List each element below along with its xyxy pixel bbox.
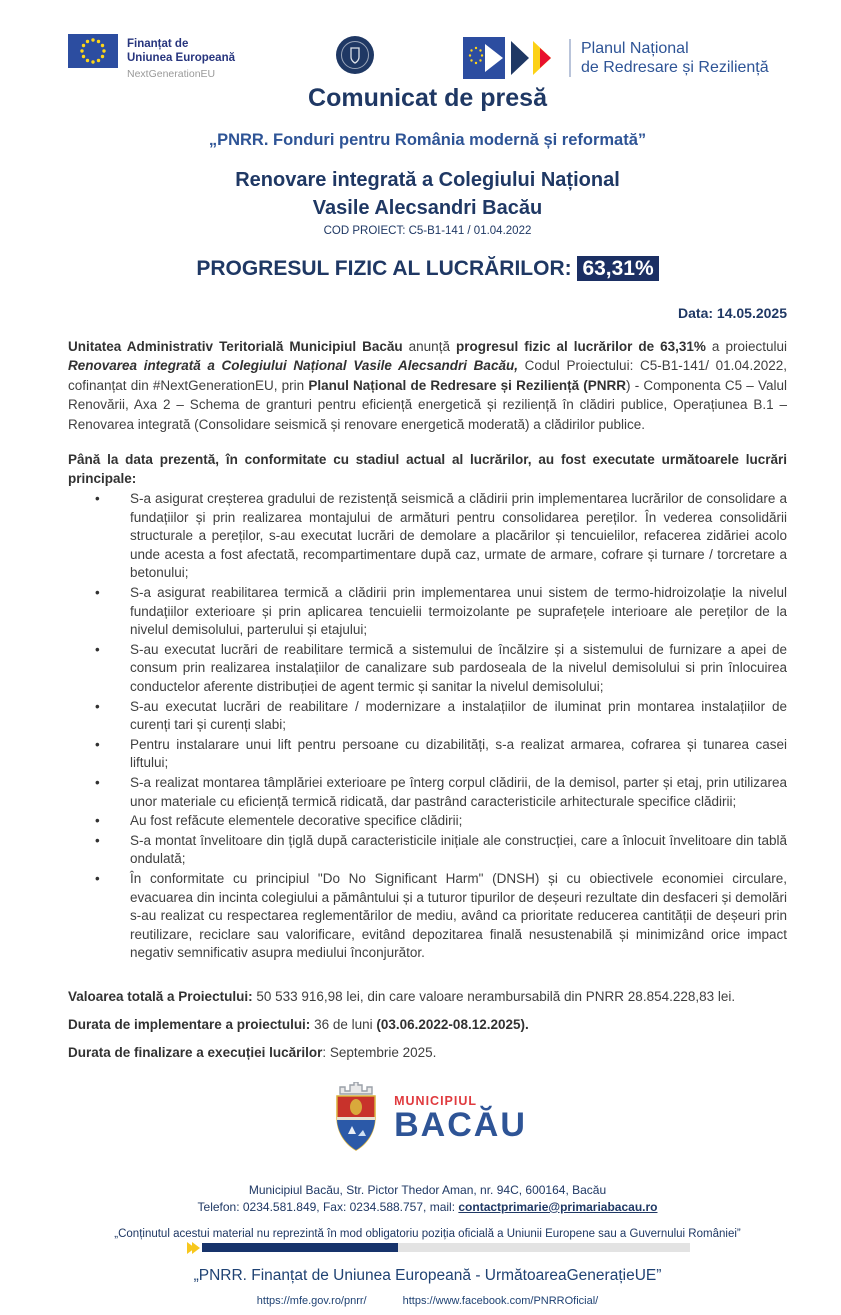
intro-seg-bolditalic: Renovarea integrată a Colegiului Național Vasile Alecsandri Bacău,	[68, 358, 525, 374]
fact-total-value: Valoarea totală a Proiectului: 50 533 916,98 lei, din care valoare nerambursabilă din PNRR 28.854.228,83 lei.	[68, 988, 736, 1004]
double-chevron-icon	[192, 1242, 200, 1254]
romanian-government-seal-icon	[335, 35, 375, 75]
mfe-link[interactable]: https://mfe.gov.ro/pnrr/	[256, 1294, 367, 1307]
contact-email-link[interactable]: contactprimarie@primariabacau.ro	[458, 1199, 658, 1214]
bacau-municipality-logo	[68, 1082, 787, 1154]
project-title-line1: Renovare integrată a Colegiului Național	[235, 169, 620, 191]
works-list	[68, 490, 787, 963]
pnrr-logo-line1: Planul Național	[581, 40, 689, 57]
intro-paragraph: Unitatea Administrativ Teritorială Municipiul Bacău anunță progresul fizic al lucrărilor de 63,31% a proiectului Renovarea integrată a Colegiului Național Vasile Alecsandri Bacău, Codul Proiectului: C5-B1-141/ 01.04.2022, cofinanțat din #NextGenerationEU, prin Planul Național de Redresare și Reziliență (PNRR) - Componenta C5 – Valul Renovării, Axa 2 – Schema de granturi pentru eficiență energetică și reziliență în clădiri publice, Operațiunea B.1 – Renovarea integrată (Consolidare seismică și renovare energetică moderată) a clădirilor publice.	[68, 339, 788, 432]
eu-flag-icon	[68, 34, 118, 68]
header-logos	[68, 34, 787, 82]
eu-logo-line2: Uniunea Europeană	[127, 52, 235, 64]
pnrr-motto: „PNRR. Fonduri pentru România modernă și reformată”	[208, 131, 647, 149]
pnrr-arrows-icon	[463, 34, 563, 82]
fact-duration: Durata de implementare a proiectului: 36 de luni (03.06.2022-08.12.2025).	[68, 1016, 529, 1032]
contact-phone-line: Telefon: 0234.581.849, Fax: 0234.588.757, mail: contactprimarie@primariabacau.ro	[197, 1199, 658, 1214]
list-item: • S-a montat învelitoare din țiglă după caracteristicile inițiale ale construcției, care a înlocuit învelitoare din tablă ondulată;	[68, 832, 787, 869]
city-logo-line2: BACĂU	[394, 1105, 527, 1144]
date-line: Data: 14.05.2025	[678, 305, 787, 321]
pnrr-logo	[463, 34, 769, 82]
bar-track-segment	[398, 1243, 690, 1252]
eu-funding-logo	[68, 34, 235, 81]
progress-value-badge: 63,31%	[577, 256, 658, 281]
list-item: • Au fost refăcute elementele decorative specifice clădirii;	[68, 812, 787, 831]
facebook-link[interactable]: https://www.facebook.com/PNRROficial/	[402, 1294, 599, 1307]
list-item: • Pentru instalarare unui lift pentru persoane cu dizabilități, s-a realizat armarea, cofrarea și tunarea casei liftului;	[68, 736, 787, 773]
disclaimer-text: „Conținutul acestui material nu reprezintă în mod obligatoriu poziția oficială a Uniunii Europene sau a Guvernului României”	[114, 1227, 741, 1240]
intro-seg-bold2: progresul fizic al lucrărilor de 63,31%	[455, 339, 712, 354]
intro-seg-bold1: Unitatea Administrativ Teritorială Municipiul Bacău	[68, 339, 409, 354]
page-title: Comunicat de presă	[308, 84, 547, 112]
bacau-coat-of-arms-icon	[328, 1082, 384, 1154]
footer-links	[68, 1295, 787, 1307]
bar-filled-segment	[202, 1243, 398, 1252]
list-item: • S-a asigurat reabilitarea termică a clădirii prin implementarea unui sistem de termo-hidroizolație la nivelul fundațiilor exterioare și prin aplicarea tencuielii termoizolante pe suprafețele interioare ale pereților de la nivelul demisolului, parterului și etajului;	[68, 584, 787, 640]
works-heading: Până la data prezentă, în conformitate cu stadiul actual al lucrărilor, au fost executate următoarele lucrări principale:	[68, 452, 787, 487]
project-code: COD PROIECT: C5-B1-141 / 01.04.2022	[323, 225, 532, 237]
list-item: • S-au executat lucrări de reabilitare termică a sistemului de încălzire și a sistemului de furnizare a apei de consum prin realizarea instalațiilor de canalizare sub pardoseala de la nivelul demisolului si prin înlocuirea conductelor aferente distribuției de agent termic și sanitar la nivelul demisolului;	[68, 641, 787, 697]
pnrr-footer-quote: „PNRR. Finanțat de Uniunea Europeană - UrmătoareaGenerațieUE”	[193, 1266, 662, 1284]
pnrr-progress-bar	[187, 1243, 692, 1253]
intro-seg-bold3: Planul Național de Redresare și Reziliență (PNRR	[308, 377, 627, 393]
eu-logo-line1: Finanțat de	[127, 38, 189, 50]
project-facts	[68, 987, 787, 1062]
project-title	[68, 166, 787, 222]
pnrr-logo-line2: de Redresare și Reziliență	[581, 59, 769, 76]
list-item: • În conformitate cu principiul "Do No Significant Harm" (DNSH) și cu obiectivele economiei circulare, evacuarea din incinta colegiului a pământului și a tuturor tipurilor de deșeuri rezultate din desfaceri și demolări s-au realizat cu respectarea reglementărilor de mediu, având ca prioritate reducerea cantității de deșeuri prin reutilizare, reciclare sau valorificare, evitând depozitarea finală nesustenabilă și minimizând orice impact negativ semnificativ asupra mediului înconjurător.	[68, 870, 787, 963]
progress-heading	[68, 257, 787, 281]
list-item: • S-a realizat montarea tâmplăriei exterioare pe înterg corpul clădirii, de la demisol, parter și etaj, prin utilizarea unor materiale cu eficiență termică ridicată, dar pastrând caracteristicile arhitecturale specifice clădirii;	[68, 774, 787, 811]
list-item: • S-au executat lucrări de reabilitare / modernizare a instalațiilor de iluminat prin montarea instalațiilor de curenți tari și curenți slabi;	[68, 698, 787, 735]
progress-label: PROGRESUL FIZIC AL LUCRĂRILOR:	[196, 257, 578, 280]
list-item: • S-a asigurat creșterea gradului de rezistență seismică a clădirii prin implementarea lucrărilor de consolidare a fundațiilor și prin realizarea montajului de armături pentru consolidarea pereților. În vederea consolidării structurale a pereților, s-au executat lucrări de demolare a placărilor și tencuielilor, refacerea zidăriei acolo unde acesta a fost afectată, recompartimentare după caz, urmate de armare, cofrare și turnare / torcretare a betonului;	[68, 490, 787, 583]
contact-block	[68, 1182, 787, 1216]
project-title-line2: Vasile Alecsandri Bacău	[312, 197, 543, 219]
fact-finish: Durata de finalizare a execuției lucărilor: Septembrie 2025.	[68, 1044, 437, 1060]
contact-address: Municipiul Bacău, Str. Pictor Thedor Aman, nr. 94C, 600164, Bacău	[248, 1182, 607, 1197]
eu-logo-line3: NextGenerationEU	[127, 68, 216, 80]
city-logo-line1: MUNICIPIUL	[394, 1093, 478, 1108]
